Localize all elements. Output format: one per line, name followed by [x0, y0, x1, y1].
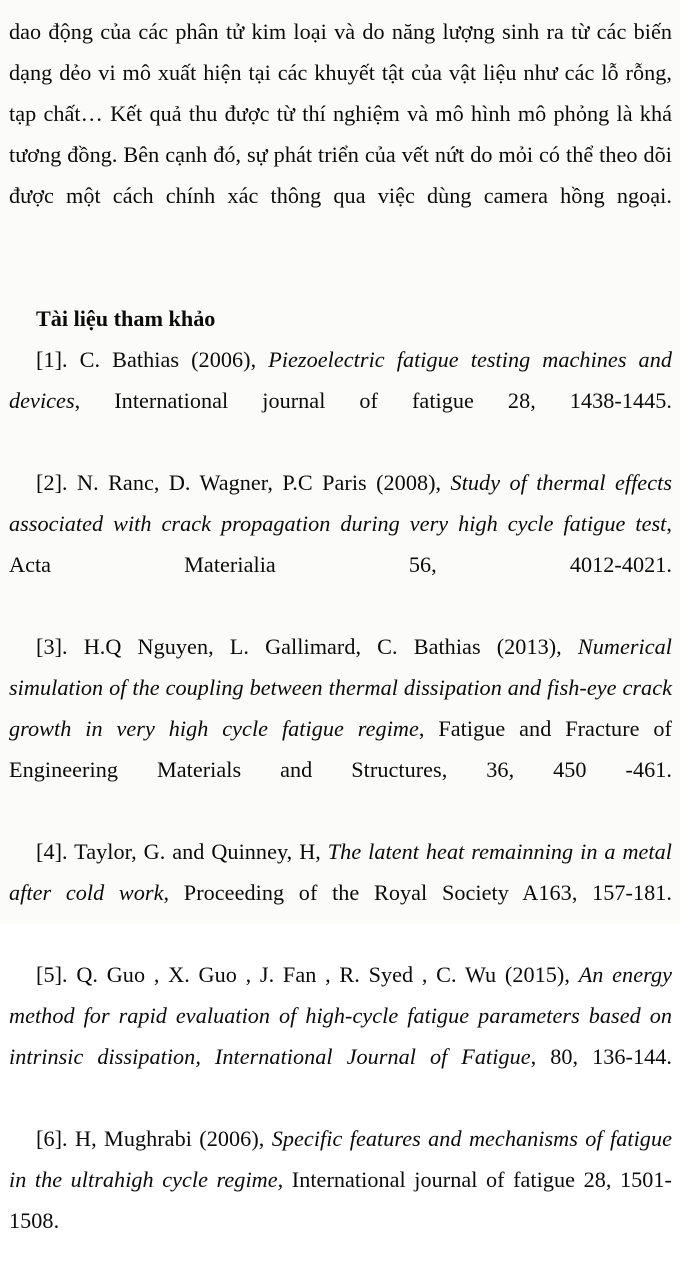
reference-item: [9, 626, 672, 831]
reference-authors: H, Mughrabi (2006),: [67, 1126, 272, 1151]
reference-title: Piezoelectric fatigue testing machines and devices: [9, 347, 672, 413]
references-heading: Tài liệu tham khảo: [36, 306, 216, 331]
reference-title: Numerical simulation of the coupling between thermal dissipation and fish-eye crack growth in very high cycle fatigue regime: [9, 634, 672, 741]
reference-authors: Q. Guo , X. Guo , J. Fan , R. Syed , C. Wu (2015),: [67, 962, 579, 987]
reference-title: Study of thermal effects associated with crack propagation during very high cycle fatigue test: [9, 470, 673, 536]
reference-marker: [2].: [36, 470, 68, 495]
reference-item: [9, 954, 672, 1118]
reference-marker: [6].: [36, 1126, 68, 1151]
reference-source: , Fatigue and Fracture of Engineering Materials and Structures, 36, 450 -461.: [9, 716, 672, 782]
reference-item: [9, 339, 672, 462]
reference-source: , International journal of fatigue 28, 1438-1445.: [74, 388, 672, 413]
paragraph-spacer: [9, 257, 672, 298]
reference-authors: H.Q Nguyen, L. Gallimard, C. Bathias (2013),: [67, 634, 578, 659]
reference-marker: [1].: [36, 347, 68, 372]
body-paragraph: dao động của các phân tử kim loại và do năng lượng sinh ra từ các biến dạng dẻo vi mô xuất hiện tại các khuyết tật của vật liệu như các lỗ rỗng, tạp chất… Kết quả thu được từ thí nghiệm và mô hình mô phỏng là khá tương đồng. Bên cạnh đó, sự phát triển của vết nứt do mỏi có thể theo dõi được một cách chính xác thông qua việc dùng camera hồng ngoại.: [9, 19, 672, 208]
reference-source: , Acta Materialia 56, 4012-4021.: [9, 511, 672, 577]
reference-authors: N. Ranc, D. Wagner, P.C Paris (2008),: [67, 470, 451, 495]
reference-marker: [5].: [36, 962, 68, 987]
reference-marker: [3].: [36, 634, 68, 659]
reference-source: , 80, 136-144.: [530, 1044, 672, 1069]
reference-item: [9, 831, 672, 954]
reference-source: , Proceeding of the Royal Society A163, 157-181.: [163, 880, 672, 905]
reference-source: , International journal of fatigue 28, 1501-1508.: [9, 1167, 672, 1233]
reference-item: [9, 1118, 672, 1282]
reference-authors: Taylor, G. and Quinney, H,: [67, 839, 328, 864]
reference-marker: [4].: [36, 839, 68, 864]
reference-authors: C. Bathias (2006),: [67, 347, 269, 372]
reference-title: The latent heat remainning in a metal after cold work: [9, 839, 672, 905]
reference-title: An energy method for rapid evaluation of high-cycle fatigue parameters based on intrinsic dissipation, International Journal of Fatigue: [9, 962, 672, 1069]
reference-title: Specific features and mechanisms of fatigue in the ultrahigh cycle regime: [9, 1126, 672, 1192]
reference-item: [9, 462, 672, 626]
